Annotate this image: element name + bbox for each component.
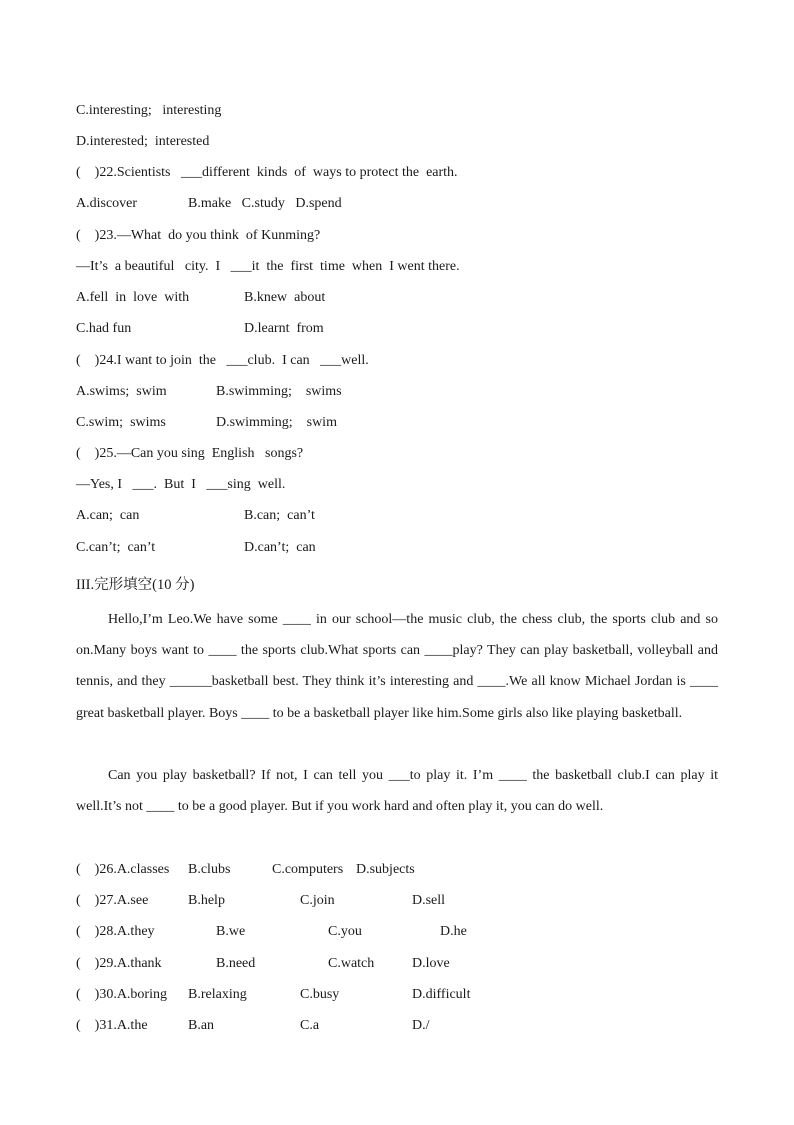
option-b: B.can; can’t xyxy=(244,508,315,523)
option-d: D.swimming; swim xyxy=(216,415,337,430)
option-b: B.we xyxy=(216,924,246,939)
question-number-option-a: ( )26.A.classes xyxy=(76,862,170,877)
option-c: C.had fun xyxy=(76,321,132,336)
option-d: D.can’t; can xyxy=(244,540,316,555)
option-c: C.you xyxy=(328,924,362,939)
option-c: C.computers xyxy=(272,862,344,877)
option-a: A.fell in love with xyxy=(76,290,190,305)
question-number-option-a: ( )29.A.thank xyxy=(76,956,162,971)
question-number-option-a: ( )30.A.boring xyxy=(76,987,167,1002)
option-b: B.swimming; swims xyxy=(216,384,342,399)
option-d: D.subjects xyxy=(356,862,415,877)
passage-paragraph-1: Hello,I’m Leo.We have some ____ in our school—the music club, the chess club, the sports club and so on.Many boys want to ____ the sports club.What sports can ____play? They can play basketball, volleyball and tennis, and they ______basketball best. They think it’s interesting and ____.We all know Michael Jordan is ____ great basketball player. Boys ____ to be a basketball player like him.Some girls also like playing basketball. xyxy=(76,612,718,721)
option-c: C.a xyxy=(300,1018,320,1033)
option-b: B.an xyxy=(188,1018,215,1033)
option-c: C.swim; swims xyxy=(76,415,166,430)
question-24-stem: ( )24.I want to join the ___club. I can ___well. xyxy=(76,353,369,368)
option-c: C.watch xyxy=(328,956,375,971)
option-d: D.he xyxy=(440,924,467,939)
option-b: B.knew about xyxy=(244,290,326,305)
option-b: B.need xyxy=(216,956,256,971)
option-d-prev: D.interested; interested xyxy=(76,134,210,149)
option-c: C.can’t; can’t xyxy=(76,540,156,555)
option-d: D.love xyxy=(412,956,450,971)
question-number-option-a: ( )28.A.they xyxy=(76,924,155,939)
question-23-stem: ( )23.—What do you think of Kunming? xyxy=(76,228,321,243)
option-b-c-d: B.make C.study D.spend xyxy=(188,196,342,211)
option-c: C.join xyxy=(300,893,335,908)
option-b: B.help xyxy=(188,893,225,908)
question-number-option-a: ( )31.A.the xyxy=(76,1018,148,1033)
option-d: D./ xyxy=(412,1018,430,1033)
option-a: A.can; can xyxy=(76,508,140,523)
question-25-reply: —Yes, I ___. But I ___sing well. xyxy=(76,477,286,492)
option-a: A.swims; swim xyxy=(76,384,167,399)
section-heading: III.完形填空(10 分) xyxy=(76,577,195,593)
option-b: B.clubs xyxy=(188,862,231,877)
option-d: D.sell xyxy=(412,893,446,908)
option-b: B.relaxing xyxy=(188,987,247,1002)
option-c-prev: C.interesting; interesting xyxy=(76,103,222,118)
option-c: C.busy xyxy=(300,987,340,1002)
question-22-stem: ( )22.Scientists ___different kinds of ways to protect the earth. xyxy=(76,165,458,180)
option-d: D.difficult xyxy=(412,987,471,1002)
question-number-option-a: ( )27.A.see xyxy=(76,893,149,908)
question-25-stem: ( )25.—Can you sing English songs? xyxy=(76,446,304,461)
passage-paragraph-2: Can you play basketball? If not, I can tell you ___to play it. I’m ____ the basketball club.I can play it well.It’s not ____ to be a good player. But if you work hard and often play it, you can do well. xyxy=(76,768,718,815)
option-a: A.discover xyxy=(76,196,138,211)
option-d: D.learnt from xyxy=(244,321,324,336)
question-25-options-row2 xyxy=(76,539,718,611)
question-23-reply: —It’s a beautiful city. I ___it the first time when I went there. xyxy=(76,259,460,274)
question-31 xyxy=(76,1017,718,1125)
